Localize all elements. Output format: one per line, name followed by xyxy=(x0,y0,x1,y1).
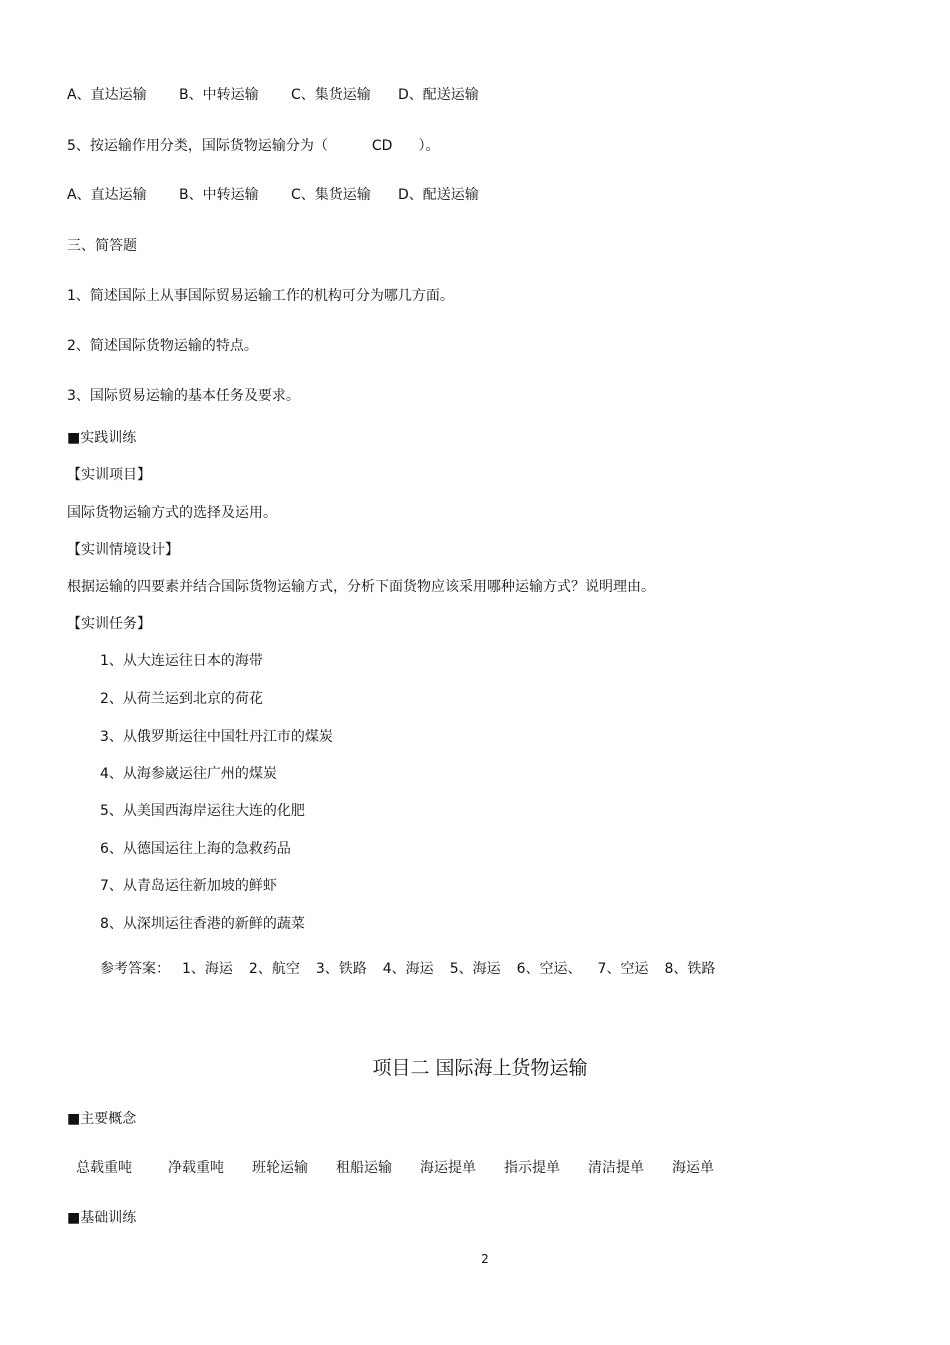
reference-label: 参考答案： xyxy=(100,961,170,977)
q5-options xyxy=(67,185,479,205)
concept-term: 海运提单 xyxy=(420,1160,476,1176)
q5-text-end: ）。 xyxy=(418,138,440,154)
concept-term: 清洁提单 xyxy=(588,1160,644,1176)
project-text: 国际货物运输方式的选择及运用。 xyxy=(67,505,277,521)
task-item: 5、从美国西海岸运往大连的化肥 xyxy=(100,803,305,819)
reference-answer: 7、空运 xyxy=(597,961,649,977)
page-number: 2 xyxy=(481,1252,489,1266)
reference-answers xyxy=(100,959,731,979)
task-item: 3、从俄罗斯运往中国牡丹江市的煤炭 xyxy=(100,729,333,745)
practice-heading: ■实践训练 xyxy=(67,430,137,446)
task-item: 1、从大连运往日本的海带 xyxy=(100,653,263,669)
reference-answer: 8、铁路 xyxy=(664,961,716,977)
concept-terms xyxy=(76,1158,714,1178)
q5-answer: CD xyxy=(371,138,393,154)
concept-term: 净载重吨 xyxy=(168,1160,224,1176)
q5-text: 5、按运输作用分类，国际货物运输分为（ xyxy=(67,138,328,154)
concepts-heading: ■主要概念 xyxy=(67,1111,137,1127)
q5-option-d: D、配送运输 xyxy=(398,187,479,203)
reference-answer: 5、海运 xyxy=(449,961,501,977)
short-answer-question: 3、国际贸易运输的基本任务及要求。 xyxy=(67,388,300,404)
scenario-text: 根据运输的四要素并结合国际货物运输方式，分析下面货物应该采用哪种运输方式？说明理由。 xyxy=(67,579,655,595)
project-label: 【实训项目】 xyxy=(67,467,151,483)
task-item: 2、从荷兰运到北京的荷花 xyxy=(100,691,263,707)
q5-option-b: B、中转运输 xyxy=(179,187,259,203)
concept-term: 租船运输 xyxy=(336,1160,392,1176)
concept-term: 指示提单 xyxy=(504,1160,560,1176)
reference-answer: 4、海运 xyxy=(382,961,434,977)
scenario-label: 【实训情境设计】 xyxy=(67,542,179,558)
project2-title: 项目二 国际海上货物运输 xyxy=(372,1057,588,1079)
concept-term: 班轮运输 xyxy=(252,1160,308,1176)
task-item: 7、从青岛运往新加坡的鲜虾 xyxy=(100,878,277,894)
reference-answer: 2、航空 xyxy=(248,961,300,977)
q5-option-c: C、集货运输 xyxy=(291,187,371,203)
basic-training-heading: ■基础训练 xyxy=(67,1210,137,1226)
task-label: 【实训任务】 xyxy=(67,616,151,632)
short-answer-question: 2、简述国际货物运输的特点。 xyxy=(67,338,258,354)
reference-answer: 3、铁路 xyxy=(315,961,367,977)
task-item: 4、从海参崴运往广州的煤炭 xyxy=(100,766,277,782)
reference-answer: 1、海运 xyxy=(182,961,233,977)
task-item: 8、从深圳运往香港的新鲜的蔬菜 xyxy=(100,916,305,932)
short-answer-heading: 三、简答题 xyxy=(67,238,137,254)
task-item: 6、从德国运往上海的急救药品 xyxy=(100,841,291,857)
q5-option-a: A、直达运输 xyxy=(67,187,147,203)
q4-options xyxy=(67,85,479,105)
q4-option-c: C、集货运输 xyxy=(291,87,371,103)
q4-option-b: B、中转运输 xyxy=(179,87,259,103)
concept-term: 海运单 xyxy=(672,1160,714,1176)
q4-option-d: D、配送运输 xyxy=(398,87,479,103)
concept-term: 总载重吨 xyxy=(76,1160,132,1176)
short-answer-question: 1、简述国际上从事国际贸易运输工作的机构可分为哪几方面。 xyxy=(67,288,454,304)
reference-answer: 6、空运、 xyxy=(516,961,582,977)
question-5 xyxy=(67,136,439,156)
q4-option-a: A、直达运输 xyxy=(67,87,147,103)
